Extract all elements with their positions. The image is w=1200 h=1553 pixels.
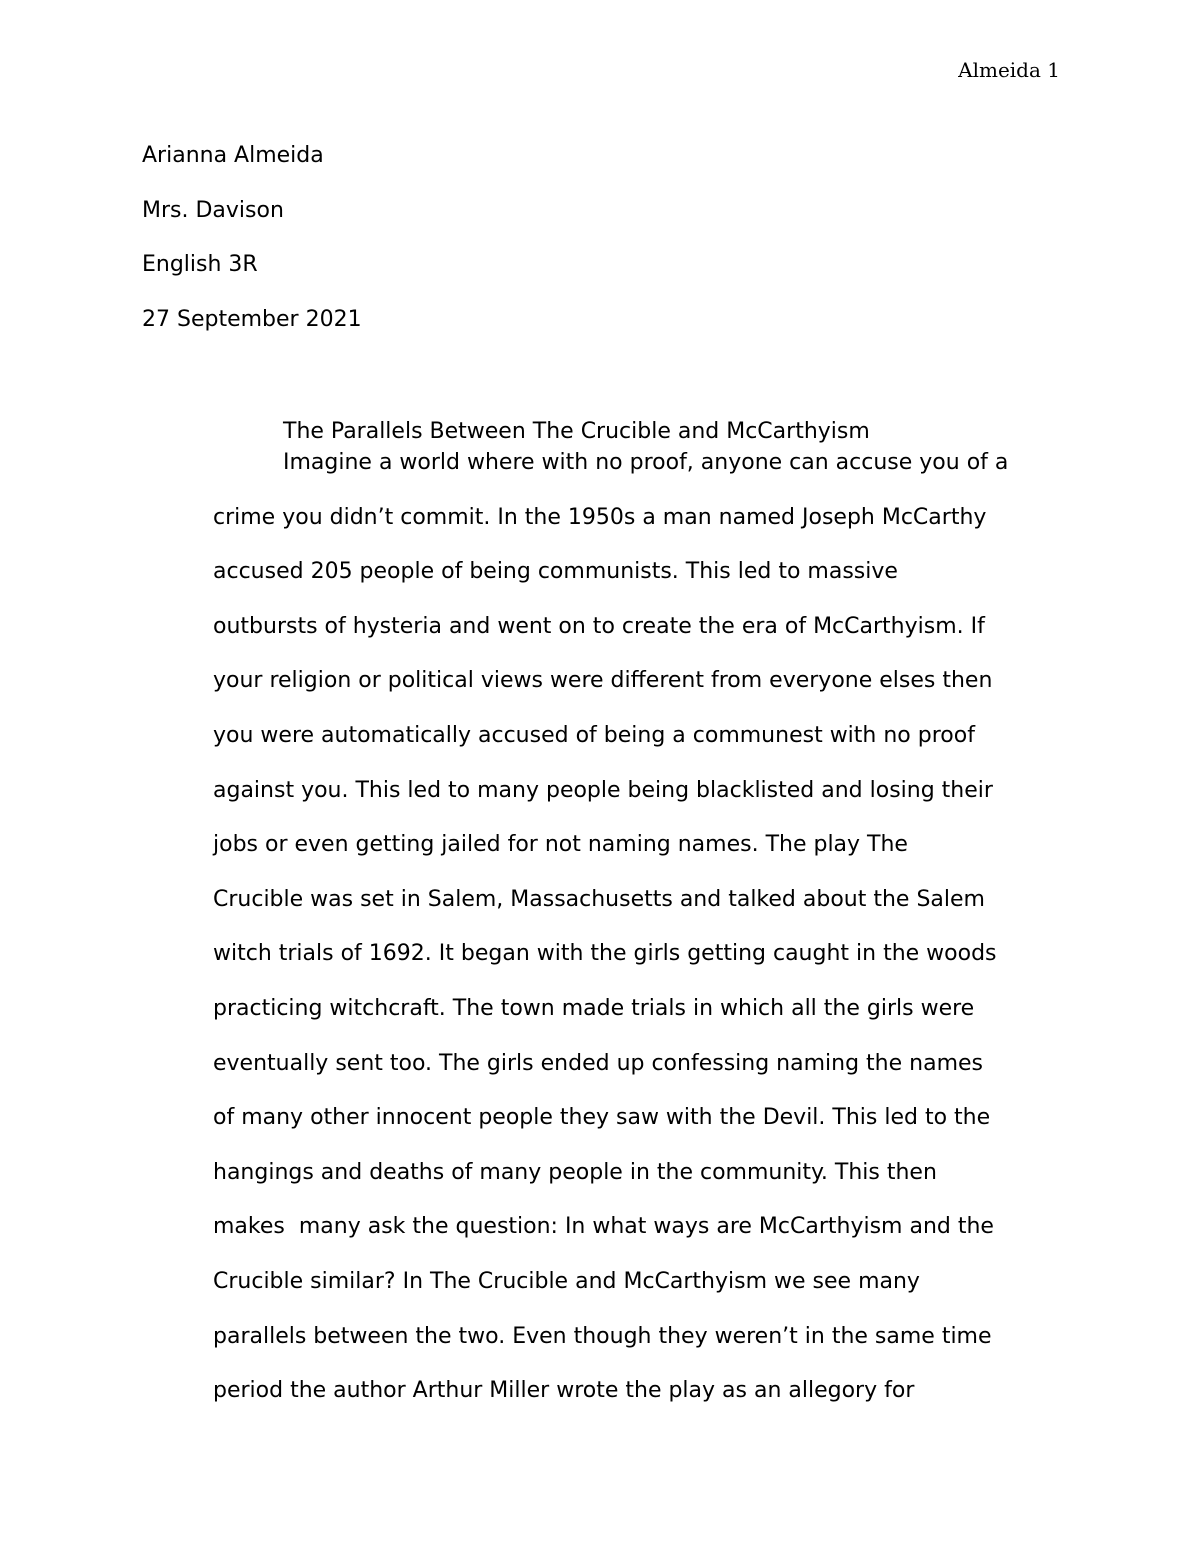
body-line: witch trials of 1692. It began with the girls getting caught in the woods xyxy=(213,941,997,967)
body-line: Crucible similar? In The Crucible and McCarthyism we see many xyxy=(213,1268,920,1294)
body-line: period the author Arthur Miller wrote the play as an allegory for xyxy=(213,1378,915,1404)
body-line: you were automatically accused of being a communest with no proof xyxy=(213,722,975,748)
essay-date: 27 September 2021 xyxy=(142,306,362,332)
body-line: hangings and deaths of many people in the community. This then xyxy=(213,1159,937,1185)
body-line: accused 205 people of being communists. This led to massive xyxy=(213,559,898,585)
body-line: your religion or political views were different from everyone elses then xyxy=(213,668,993,694)
essay-body xyxy=(213,446,1008,1429)
body-line: Imagine a world where with no proof, anyone can accuse you of a xyxy=(283,450,1009,475)
student-name: Arianna Almeida xyxy=(142,143,324,168)
essay-title: The Parallels Between The Crucible and McCarthyism xyxy=(283,419,870,444)
body-line: makes many ask the question: In what ways are McCarthyism and the xyxy=(213,1214,994,1240)
running-header: Almeida 1 xyxy=(958,58,1060,82)
mla-heading xyxy=(142,141,362,359)
teacher-name: Mrs. Davison xyxy=(142,197,284,223)
body-line: against you. This led to many people being blacklisted and losing their xyxy=(213,777,993,803)
body-line: eventually sent too. The girls ended up confessing naming the names xyxy=(213,1050,983,1076)
body-line: practicing witchcraft. The town made trials in which all the girls were xyxy=(213,995,975,1021)
body-line: crime you didn’t commit. In the 1950s a man named Joseph McCarthy xyxy=(213,504,987,530)
body-line: Crucible was set in Salem, Massachusetts and talked about the Salem xyxy=(213,886,985,912)
body-line: parallels between the two. Even though they weren’t in the same time xyxy=(213,1323,992,1349)
body-line: of many other innocent people they saw with the Devil. This led to the xyxy=(213,1105,991,1131)
course-name: English 3R xyxy=(142,252,258,278)
body-line: outbursts of hysteria and went on to create the era of McCarthyism. If xyxy=(213,613,985,639)
body-line: jobs or even getting jailed for not naming names. The play The xyxy=(213,832,908,858)
